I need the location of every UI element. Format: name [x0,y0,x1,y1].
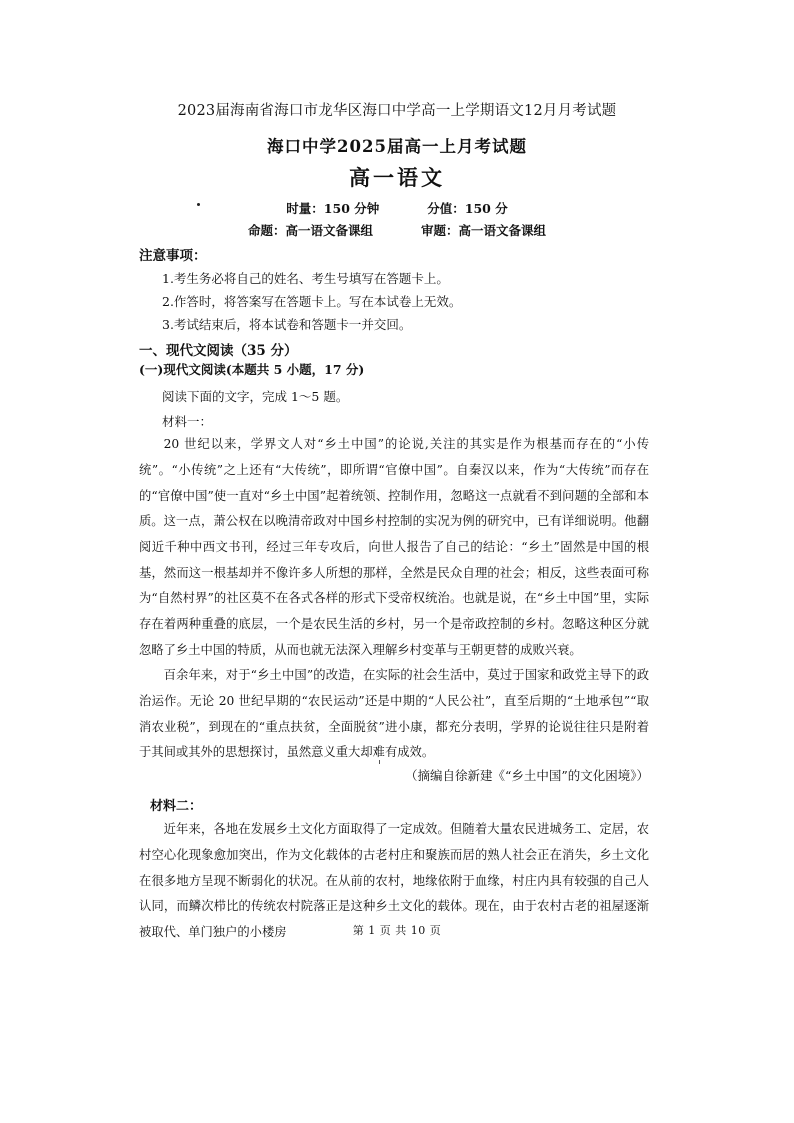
notice-item: 2.作答时，将答案写在答题卡上。写在本试卷上无效。 [162,294,462,309]
material2-paragraph: 近年来，各地在发展乡土文化方面取得了一定成效。但随着大量农民进城务工、定居，农村空心化现象愈加突出，作为文化载体的古老村庄和聚族而居的熟人社会正在消失，乡土文化在很多地方呈现不断弱化的状况。在从前的农村，地缘依附于血缘，村庄内具有较强的自己人认同，而鳞次栉比的传统农村院落正是这种乡土文化的载体。现在，由于农村古老的祖屋逐渐被取代、单门独户的小楼房 [139,822,649,940]
material1-paragraph: 20 世纪以来，学界文人对“乡土中国”的论说,关注的其实是作为根基而存在的“小传统”。“小传统”之上还有“大传统”，即所谓“官僚中国”。自秦汉以来，作为“大传统”而存在的“官僚中国”使一直对“乡土中国”起着统领、控制作用，忽略这一点就看不到问题的全部和本质。 [139,437,649,529]
exam-time: 时量：150 分钟 [286,201,380,216]
page-footer: 第 1 页 共 10 页 [352,924,442,937]
material1-source: （摘编自徐新建《“乡土中国”的文化困境》） [404,768,649,783]
scan-mark [379,760,380,764]
subsection-title: (一)现代文阅读(本题共 5 小题，17 分) [139,362,365,377]
exam-meta-authors [0,221,794,239]
exam-title: 海口中学2025届高一上月考试题 [267,137,527,156]
notice-item: 1.考生务必将自己的姓名、考生号填写在答题卡上。 [162,271,449,286]
exam-reviewer: 审题：高一语文备课组 [421,223,547,238]
material1-label: 材料一： [162,414,213,429]
exam-score: 分值：150 分 [427,201,508,216]
subject-title: 高一语文 [349,165,445,190]
section-title: 一、现代文阅读（35 分） [139,343,298,359]
notice-item: 3.考试结束后，将本试卷和答题卡一并交回。 [162,317,412,332]
material2-label: 材料二： [150,799,203,814]
exam-setter: 命题：高一语文备课组 [247,223,373,238]
material1-paragraph: 百余年来，对于“乡土中国”的改造，在实际的社会生活中，莫过于国家和政党主导下的政治运作。无论 20 世纪早期的“农民运动”还是中期的“人民公社”，直至后期的“土地承包”“取消农业税”，到现在的“重点扶贫，全面脱贫”进小康，都充分表明，学界的论说往往只是附着于其间或其外的思想探讨，虽然意义重大却难有成效。 [139,668,649,760]
reading-instruction: 阅读下面的文字，完成 1～5 题。 [162,389,349,404]
notice-title: 注意事项： [139,248,207,264]
document-title: 2023届海南省海口市龙华区海口中学高一上学期语文12月月考试题 [177,103,617,119]
material1-paragraph: 这一点，萧公权在以晚清帝政对中国乡村控制的实况为例的研究中，已有详细说明。他翻阅近千种中西文书刊，经过三年专攻后，向世人报告了自己的结论：“乡土”固然是中国的根基，然而这一根基却并不像许多人所想的那样，全然是民众自理的社会；相反，这些表面可称为“自然村界”的社区莫不在各式各样的形式下受帝权统治。也就是说，在“乡土中国”里，实际存在着两种重叠的底层，一个是农民生活的乡村，另一个是帝政控制的乡村。忽略这种区分就忽略了乡土中国的特质，从而也就无法深入理解乡村变革与王朝更替的成败兴衰。 [139,514,649,657]
exam-meta-time-score [0,199,794,217]
